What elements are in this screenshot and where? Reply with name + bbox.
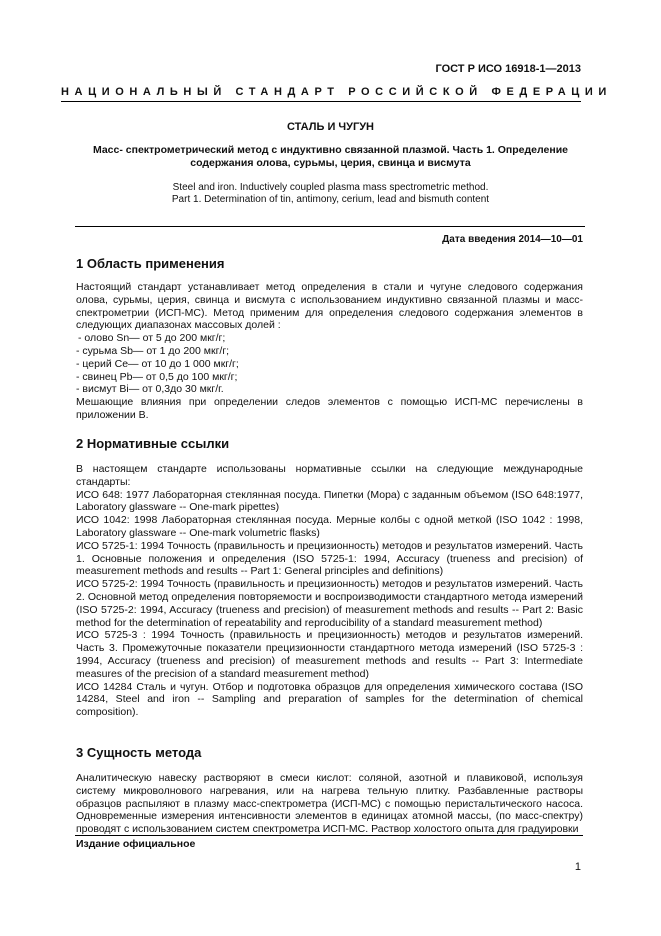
document-subtitle-en xyxy=(40,182,621,206)
introduction-date: Дата введения 2014—10—01 xyxy=(442,234,583,245)
section-1-paragraph: Настоящий стандарт устанавливает метод определения в стали и чугуне следового содержания олова, сурьмы, церия, свинца и висмута с использованием индуктивно связанной плазмы и масс-спектрометрии (ИСП-МС). Метод применим для определения следового содержания элементов в следующих диапазонах массовых долей : xyxy=(76,281,583,332)
official-edition-label: Издание официальное xyxy=(76,838,196,850)
subtitle-en-line-2: Part 1. Determination of tin, antimony, cerium, lead and bismuth content xyxy=(171,194,490,205)
range-item: - церий Ce— от 10 до 1 000 мкг/г; xyxy=(76,357,239,370)
section-2-paragraph: В настоящем стандарте использованы нормативные ссылки на следующие международные стандарты: xyxy=(76,463,583,488)
section-3-paragraph: Аналитическую навеску растворяют в смеси кислот: соляной, азотной и плавиковой, используя систему микроволнового нагревания, или на нагрева тельную плитку. Разбавленные растворы образцов распыляют в плазму масс-спектрометра (ИСП-МС) с помощью перистальтического насоса. Одновременные измерения интенсивности элементов в единицах атомной массы, (по масс-спектру) проводят с использованием систем спектрометра ИСП-МС. Раствор холостого опыта для градуировки xyxy=(76,772,583,836)
subtitle-ru-line-1: Масс- спектрометрический метод с индуктивно связанной плазмой. Часть 1. Определение xyxy=(92,144,569,156)
subtitle-en-line-1: Steel and iron. Inductively coupled plasma mass spectrometric method. xyxy=(172,182,489,193)
section-3-body xyxy=(76,772,583,836)
subtitle-ru-line-2: содержания олова, сурьмы, церия, свинца и висмута xyxy=(190,157,471,169)
range-item: - свинец Pb— от 0,5 до 100 мкг/г; xyxy=(76,370,238,383)
reference-item: ИСО 1042: 1998 Лабораторная стеклянная посуда. Мерные колбы с одной меткой (ISO 1042 : 1998, Laboratory glassware -- One-mark volumetric flasks) xyxy=(76,514,583,539)
standard-code: ГОСТ Р ИСО 16918-1—2013 xyxy=(435,63,581,75)
section-1-body xyxy=(76,281,583,422)
national-standard-banner: НАЦИОНАЛЬНЫЙ СТАНДАРТ РОССИЙСКОЙ ФЕДЕРАЦИИ xyxy=(61,86,581,102)
document-title: СТАЛЬ И ЧУГУН xyxy=(286,121,374,133)
reference-item: ИСО 5725-3 : 1994 Точность (правильность и прецизионность) методов и результатов измерений. Часть 3. Промежуточные показатели прецизионности стандартного метода измерений (ISO 5725-3 : 1994, Accuracy (trueness and precision) of measurement methods and results -- Part 3: Intermediate measures of the precision of a standard measurement method) xyxy=(76,629,583,680)
footer-divider xyxy=(75,835,583,836)
reference-item: ИСО 5725-2: 1994 Точность (правильность и прецизионность) методов и результатов измерений. Часть 2. Основной метод определения повторяемости и воспроизводимости стандартного метода измерений (ISO 5725-2: 1994, Accuracy (trueness and precision) of measurement methods and results -- Part 2: Basic method for the determination of repeatability and reproducibility of a standard measurement method) xyxy=(76,578,583,629)
section-2-body xyxy=(76,463,583,719)
page-number: 1 xyxy=(574,861,581,873)
range-item: - олово Sn— от 5 до 200 мкг/г; xyxy=(78,332,226,345)
section-2-heading: 2 Нормативные ссылки xyxy=(76,436,230,451)
interference-note: Мешающие влияния при определении следов элементов с помощью ИСП-МС перечислены в приложении В. xyxy=(76,396,583,421)
reference-item: ИСО 14284 Сталь и чугун. Отбор и подготовка образцов для определения химического состава (ISO 14284, Steel and iron -- Sampling and preparation of samples for the determination of chemical composition). xyxy=(76,680,583,719)
document-subtitle-ru xyxy=(40,144,621,170)
section-1-heading: 1 Область применения xyxy=(76,256,225,271)
range-item: - висмут Bi— от 0,3до 30 мкг/г. xyxy=(76,383,224,396)
section-3-heading: 3 Сущность метода xyxy=(76,745,202,760)
range-item: - сурьма Sb— от 1 до 200 мкг/г; xyxy=(76,344,230,357)
date-divider xyxy=(75,226,585,227)
reference-item: ИСО 5725-1: 1994 Точность (правильность и прецизионность) методов и результатов измерений. Часть 1. Основные положения и определения (ISO 5725-1: 1994, Accuracy (trueness and precision) of measurement methods and results -- Part 1: General principles and definitions) xyxy=(76,539,583,578)
reference-item: ИСО 648: 1977 Лабораторная стеклянная посуда. Пипетки (Мора) с заданным объемом (ISO 648:1977, Laboratory glassware -- One-mark pipettes) xyxy=(76,488,583,514)
